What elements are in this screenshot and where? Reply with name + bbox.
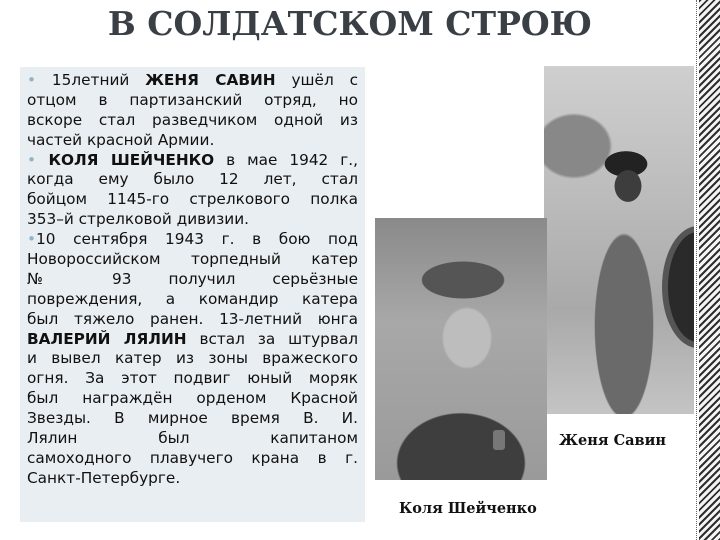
text-line: был награждён орденом Красной bbox=[27, 389, 358, 408]
text-line: Новороссийском торпедный катер bbox=[27, 250, 358, 269]
text-line: 353–й стрелковой дивизии. bbox=[27, 210, 249, 229]
text-line: когда ему было 12 лет, стал bbox=[27, 170, 358, 189]
text-fragment: ушёл с bbox=[275, 71, 358, 89]
text-line: повреждения, а командир катера bbox=[27, 289, 358, 308]
caption-zhenya-savin: Женя Савин bbox=[559, 432, 667, 449]
text-line bbox=[27, 230, 358, 250]
medal-icon bbox=[493, 430, 505, 450]
text-line: частей красной Армии. bbox=[27, 130, 215, 149]
name-zhenya-savin: ЖЕНЯ САВИН bbox=[145, 71, 276, 89]
text-line: Лялин был капитаном bbox=[27, 429, 358, 448]
decorative-hatched-strip bbox=[699, 0, 720, 540]
text-fragment: в мае 1942 г., bbox=[214, 150, 358, 169]
photo-zhenya-savin bbox=[544, 66, 694, 414]
photo-detail bbox=[662, 226, 694, 348]
name-kolya-sheychenko: КОЛЯ ШЕЙЧЕНКО bbox=[36, 150, 215, 169]
text-line: № 93 получил серьёзные bbox=[27, 269, 358, 288]
text-line bbox=[27, 71, 358, 91]
text-line bbox=[27, 151, 358, 171]
text-line: огня. За этот подвиг юный моряк bbox=[27, 369, 358, 388]
text-fragment: 10 сентября 1943 г. в бою под bbox=[36, 230, 358, 249]
text-line: Санкт-Петербурге. bbox=[27, 468, 181, 487]
text-fragment: встал за штурвал bbox=[186, 329, 358, 348]
text-line: Звезды. В мирное время В. И. bbox=[27, 409, 358, 428]
text-box bbox=[20, 67, 365, 522]
bullet-icon: • bbox=[27, 230, 37, 249]
bullet-icon: • bbox=[27, 71, 37, 89]
slide-right-border bbox=[696, 0, 698, 540]
text-line: был тяжело ранен. 13-летний юнга bbox=[27, 309, 358, 328]
slide-title: В СОЛДАТСКОМ СТРОЮ bbox=[107, 4, 593, 43]
text-line: вскоре стал разведчиком одной из bbox=[27, 110, 358, 129]
text-line: самоходного плавучего крана в г. bbox=[27, 448, 358, 467]
text-line: отцом в партизанский отряд, но bbox=[27, 90, 358, 109]
photo-kolya-sheychenko bbox=[375, 218, 547, 480]
text-fragment: 15летний bbox=[36, 71, 146, 89]
text-line: бойцом 1145-го стрелкового полка bbox=[27, 190, 358, 209]
text-line bbox=[27, 330, 358, 350]
bullet-icon: • bbox=[27, 150, 37, 169]
text-line: и вывел катер из зоны вражеского bbox=[27, 349, 358, 368]
caption-kolya-sheychenko: Коля Шейченко bbox=[399, 500, 537, 517]
name-valeriy-lyalin: ВАЛЕРИЙ ЛЯЛИН bbox=[27, 329, 187, 348]
